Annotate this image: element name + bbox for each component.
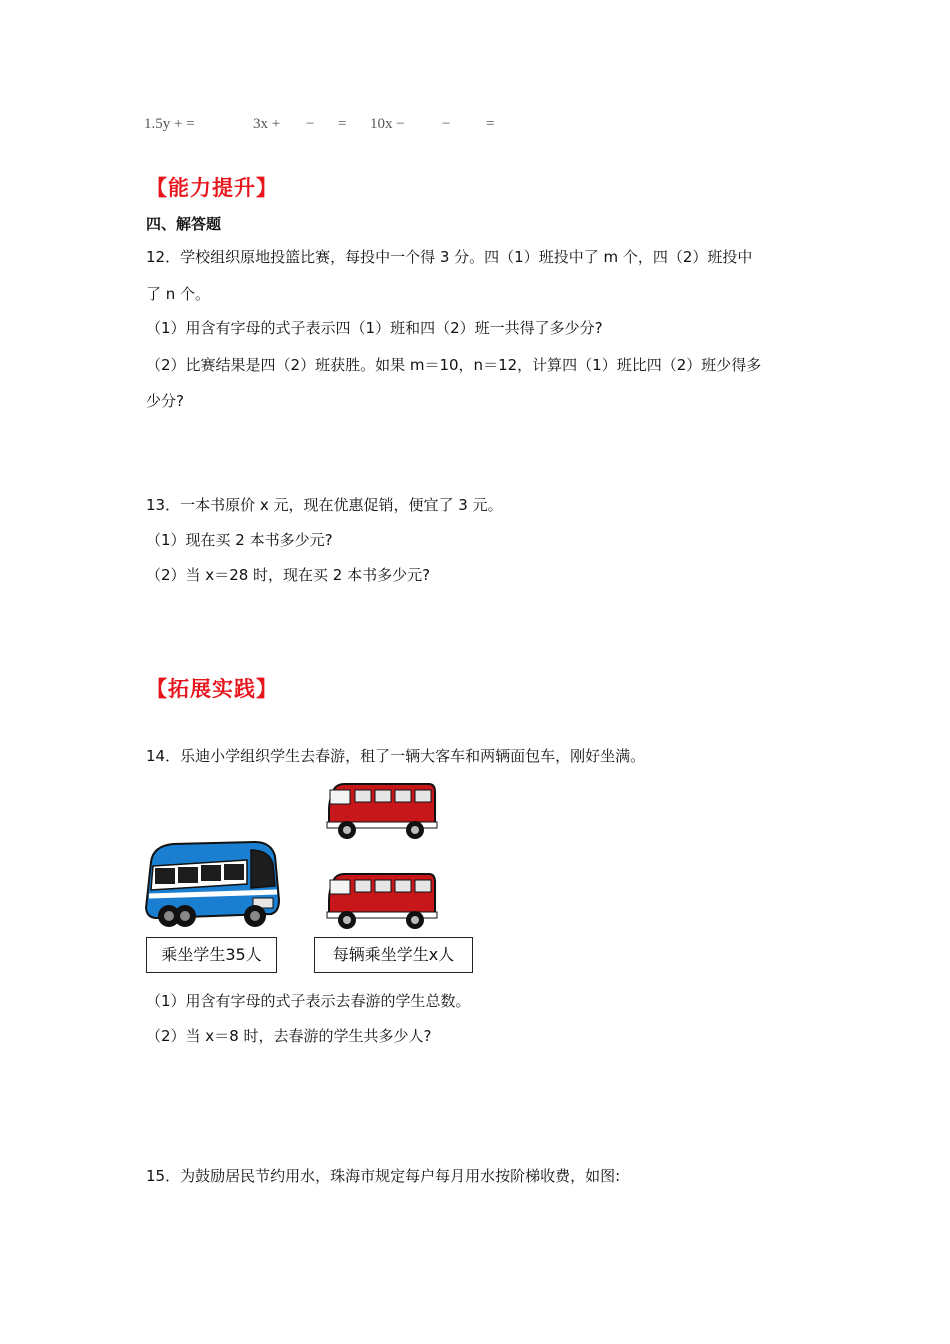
van-illustration-top [325, 782, 439, 842]
section-title-ability: 【能力提升】 [146, 176, 278, 200]
van-label-box: 每辆乘坐学生x人 [314, 937, 473, 973]
q13-sub1: （1）现在买 2 本书多少元? [146, 531, 333, 549]
equation-3-minus: − [442, 116, 451, 132]
van-illustration-bottom [325, 872, 439, 932]
equation-2-start: 3x + [253, 116, 281, 132]
equation-3-equals: = [486, 116, 495, 132]
q12-sub2b: 少分? [146, 392, 184, 410]
q13-line1: 13．一本书原价 x 元，现在优惠促销，便宜了 3 元。 [146, 496, 503, 514]
q12-line2: 了 n 个。 [146, 285, 211, 303]
equation-1: 1.5y + = [144, 116, 195, 132]
q14-line1: 14．乐迪小学组织学生去春游，租了一辆大客车和两辆面包车，刚好坐满。 [146, 747, 646, 765]
equation-2-minus: − [306, 116, 315, 132]
bus-label-box: 乘坐学生35人 [146, 937, 277, 973]
equation-3-start: 10x − [370, 116, 405, 132]
q12-sub1: （1）用含有字母的式子表示四（1）班和四（2）班一共得了多少分? [146, 319, 603, 337]
bus-illustration [143, 840, 281, 930]
q14-sub2: （2）当 x＝8 时，去春游的学生共多少人? [146, 1027, 432, 1045]
part-heading: 四、解答题 [146, 215, 222, 233]
equation-2-equals: = [338, 116, 347, 132]
q13-sub2: （2）当 x＝28 时，现在买 2 本书多少元? [146, 566, 431, 584]
q15-line1: 15．为鼓励居民节约用水，珠海市规定每户每月用水按阶梯收费，如图: [146, 1167, 621, 1185]
section-title-extension: 【拓展实践】 [146, 677, 278, 701]
q14-sub1: （1）用含有字母的式子表示去春游的学生总数。 [146, 992, 471, 1010]
q12-line1: 12．学校组织原地投篮比赛，每投中一个得 3 分。四（1）班投中了 m 个，四（2）班投中 [146, 248, 753, 266]
q12-sub2a: （2）比赛结果是四（2）班获胜。如果 m＝10，n＝12，计算四（1）班比四（2）班少得多 [146, 356, 762, 374]
